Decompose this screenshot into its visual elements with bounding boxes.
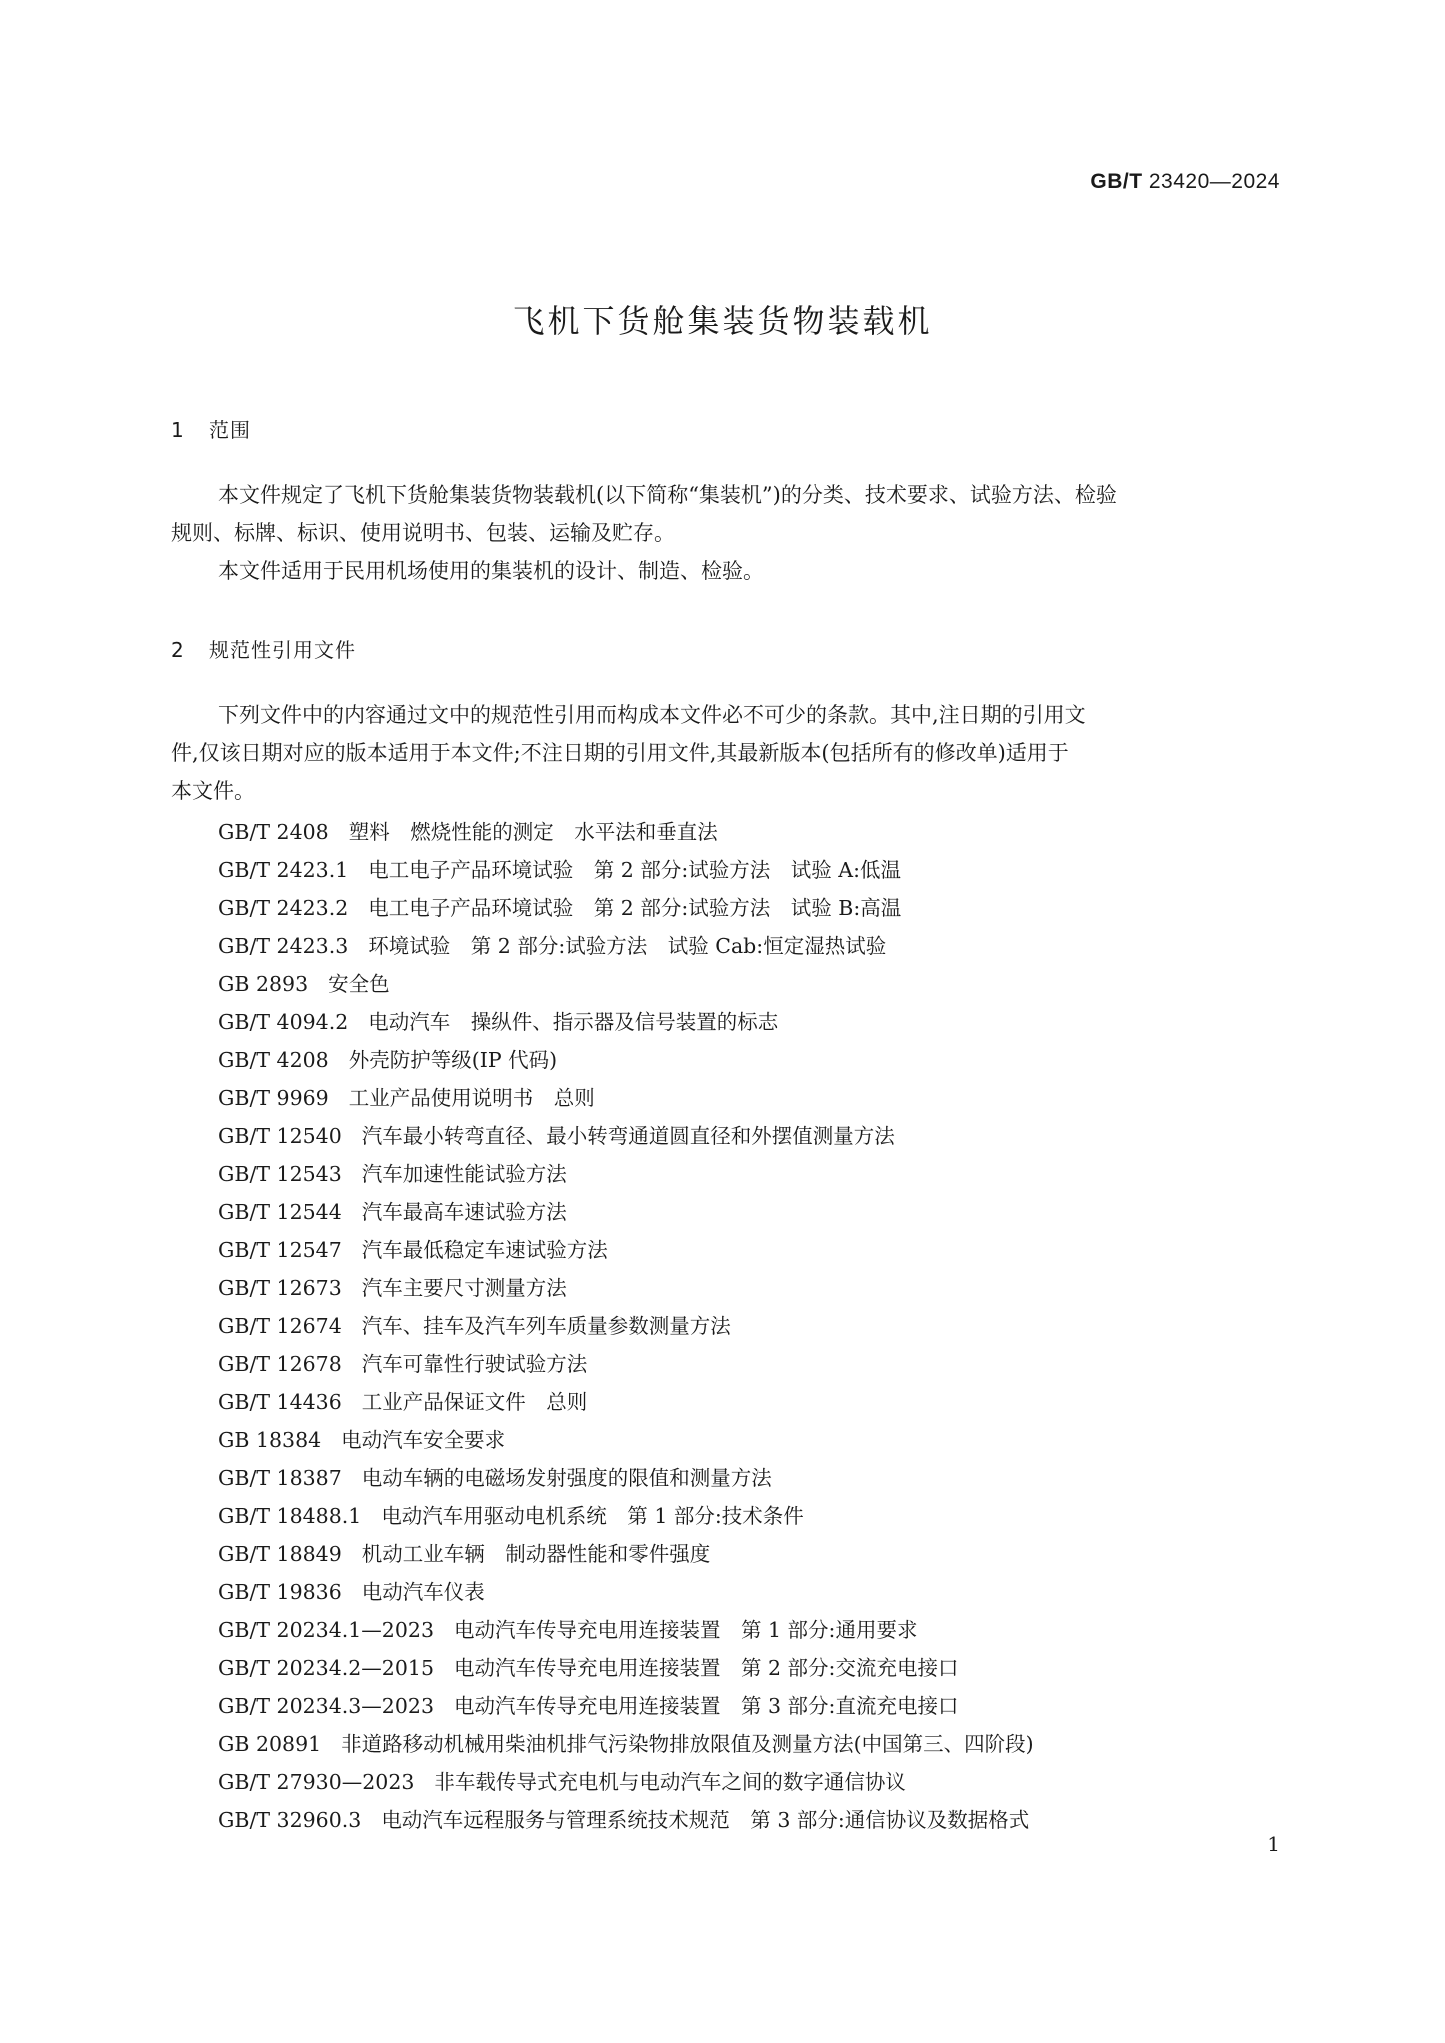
reference-code: GB/T 4208 bbox=[218, 1048, 329, 1072]
reference-code: GB/T 2408 bbox=[218, 820, 329, 844]
reference-code: GB/T 20234.3—2023 bbox=[218, 1694, 434, 1718]
reference-list bbox=[218, 813, 1034, 1839]
reference-code: GB/T 9969 bbox=[218, 1086, 329, 1110]
reference-code: GB/T 27930—2023 bbox=[218, 1770, 415, 1794]
reference-item bbox=[218, 1345, 1034, 1383]
reference-item bbox=[218, 1003, 1034, 1041]
reference-code: GB/T 2423.3 bbox=[218, 934, 349, 958]
reference-title: 汽车最高车速试验方法 bbox=[361, 1200, 567, 1224]
reference-title: 汽车最小转弯直径、最小转弯通道圆直径和外摆值测量方法 bbox=[361, 1124, 895, 1148]
section-title: 范围 bbox=[209, 418, 251, 442]
reference-title: 电动汽车安全要求 bbox=[341, 1428, 506, 1452]
reference-code: GB/T 2423.1 bbox=[218, 858, 349, 882]
reference-item bbox=[218, 1307, 1034, 1345]
reference-title: 汽车加速性能试验方法 bbox=[361, 1162, 567, 1186]
document-title: 飞机下货舱集装货物装载机 bbox=[512, 302, 933, 340]
reference-title: 工业产品使用说明书 总则 bbox=[348, 1086, 595, 1110]
reference-item bbox=[218, 1725, 1034, 1763]
reference-item bbox=[218, 1535, 1034, 1573]
reference-code: GB/T 2423.2 bbox=[218, 896, 349, 920]
paragraph-line: 件,仅该日期对应的版本适用于本文件;不注日期的引用文件,其最新版本(包括所有的修改单)适用于 bbox=[171, 741, 1069, 765]
reference-code: GB 20891 bbox=[218, 1732, 322, 1756]
references-intro-paragraph bbox=[171, 696, 1276, 810]
reference-title: 机动工业车辆 制动器性能和零件强度 bbox=[361, 1542, 711, 1566]
reference-title: 电动汽车传导充电用连接装置 第 2 部分:交流充电接口 bbox=[453, 1656, 959, 1680]
scope-paragraph bbox=[171, 476, 1276, 552]
section-number: 1 bbox=[171, 418, 185, 442]
applicability-paragraph bbox=[171, 552, 1276, 590]
reference-item bbox=[218, 1573, 1034, 1611]
reference-item bbox=[218, 1269, 1034, 1307]
reference-code: GB 2893 bbox=[218, 972, 309, 996]
reference-code: GB/T 4094.2 bbox=[218, 1010, 349, 1034]
reference-item bbox=[218, 1117, 1034, 1155]
section-heading-normative-references bbox=[171, 634, 356, 663]
reference-item bbox=[218, 965, 1034, 1003]
reference-code: GB/T 12540 bbox=[218, 1124, 342, 1148]
reference-item bbox=[218, 1041, 1034, 1079]
reference-code: GB/T 12673 bbox=[218, 1276, 342, 1300]
reference-code: GB/T 32960.3 bbox=[218, 1808, 362, 1832]
reference-title: 汽车可靠性行驶试验方法 bbox=[361, 1352, 588, 1376]
reference-title: 电工电子产品环境试验 第 2 部分:试验方法 试验 A:低温 bbox=[368, 858, 901, 882]
reference-code: GB/T 18849 bbox=[218, 1542, 342, 1566]
reference-item bbox=[218, 1497, 1034, 1535]
reference-item bbox=[218, 1079, 1034, 1117]
reference-item bbox=[218, 813, 1034, 851]
reference-title: 电动汽车 操纵件、指示器及信号装置的标志 bbox=[368, 1010, 779, 1034]
reference-code: GB/T 12674 bbox=[218, 1314, 342, 1338]
reference-title: 工业产品保证文件 总则 bbox=[361, 1390, 588, 1414]
reference-code: GB/T 12678 bbox=[218, 1352, 342, 1376]
reference-title: 电动汽车传导充电用连接装置 第 3 部分:直流充电接口 bbox=[453, 1694, 959, 1718]
reference-item bbox=[218, 1649, 1034, 1687]
reference-item bbox=[218, 1801, 1034, 1839]
reference-code: GB/T 18488.1 bbox=[218, 1504, 362, 1528]
reference-title: 非道路移动机械用柴油机排气污染物排放限值及测量方法(中国第三、四阶段) bbox=[341, 1732, 1034, 1756]
reference-item bbox=[218, 851, 1034, 889]
paragraph-line: 本文件。 bbox=[171, 779, 255, 803]
reference-title: 电动汽车仪表 bbox=[361, 1580, 485, 1604]
reference-item bbox=[218, 1687, 1034, 1725]
reference-item bbox=[218, 889, 1034, 927]
reference-item bbox=[218, 1231, 1034, 1269]
reference-title: 汽车、挂车及汽车列车质量参数测量方法 bbox=[361, 1314, 731, 1338]
reference-code: GB 18384 bbox=[218, 1428, 322, 1452]
section-number: 2 bbox=[171, 638, 185, 662]
reference-title: 电动汽车传导充电用连接装置 第 1 部分:通用要求 bbox=[453, 1618, 918, 1642]
reference-item bbox=[218, 1193, 1034, 1231]
reference-title: 电动车辆的电磁场发射强度的限值和测量方法 bbox=[361, 1466, 772, 1490]
paragraph-line: 本文件规定了飞机下货舱集装货物装载机(以下简称“集装机”)的分类、技术要求、试验方法、检验 bbox=[218, 483, 1117, 507]
section-heading-scope bbox=[171, 414, 251, 443]
reference-title: 电动汽车远程服务与管理系统技术规范 第 3 部分:通信协议及数据格式 bbox=[381, 1808, 1030, 1832]
reference-title: 电动汽车用驱动电机系统 第 1 部分:技术条件 bbox=[381, 1504, 804, 1528]
paragraph-line: 本文件适用于民用机场使用的集装机的设计、制造、检验。 bbox=[218, 559, 764, 583]
reference-title: 汽车最低稳定车速试验方法 bbox=[361, 1238, 608, 1262]
reference-item bbox=[218, 1421, 1034, 1459]
reference-title: 非车载传导式充电机与电动汽车之间的数字通信协议 bbox=[434, 1770, 906, 1794]
reference-title: 外壳防护等级(IP 代码) bbox=[348, 1048, 558, 1072]
section-title: 规范性引用文件 bbox=[209, 638, 356, 662]
reference-title: 塑料 燃烧性能的测定 水平法和垂直法 bbox=[348, 820, 718, 844]
reference-code: GB/T 12544 bbox=[218, 1200, 342, 1224]
reference-code: GB/T 12547 bbox=[218, 1238, 342, 1262]
reference-code: GB/T 14436 bbox=[218, 1390, 342, 1414]
page-number: 1 bbox=[1267, 1832, 1280, 1856]
standard-code-number: 23420—2024 bbox=[1148, 170, 1280, 193]
standard-code-prefix: GB/T bbox=[1090, 170, 1143, 193]
reference-item bbox=[218, 1155, 1034, 1193]
reference-code: GB/T 12543 bbox=[218, 1162, 342, 1186]
reference-item bbox=[218, 1383, 1034, 1421]
reference-item bbox=[218, 1611, 1034, 1649]
reference-code: GB/T 20234.2—2015 bbox=[218, 1656, 434, 1680]
reference-title: 电工电子产品环境试验 第 2 部分:试验方法 试验 B:高温 bbox=[368, 896, 902, 920]
standard-code bbox=[1090, 170, 1280, 194]
reference-item bbox=[218, 1763, 1034, 1801]
reference-title: 环境试验 第 2 部分:试验方法 试验 Cab:恒定湿热试验 bbox=[368, 934, 887, 958]
reference-title: 安全色 bbox=[328, 972, 390, 996]
reference-title: 汽车主要尺寸测量方法 bbox=[361, 1276, 567, 1300]
reference-code: GB/T 20234.1—2023 bbox=[218, 1618, 434, 1642]
reference-item bbox=[218, 1459, 1034, 1497]
reference-code: GB/T 18387 bbox=[218, 1466, 342, 1490]
paragraph-line: 下列文件中的内容通过文中的规范性引用而构成本文件必不可少的条款。其中,注日期的引用文 bbox=[218, 703, 1086, 727]
reference-item bbox=[218, 927, 1034, 965]
reference-code: GB/T 19836 bbox=[218, 1580, 342, 1604]
paragraph-line: 规则、标牌、标识、使用说明书、包装、运输及贮存。 bbox=[171, 521, 675, 545]
